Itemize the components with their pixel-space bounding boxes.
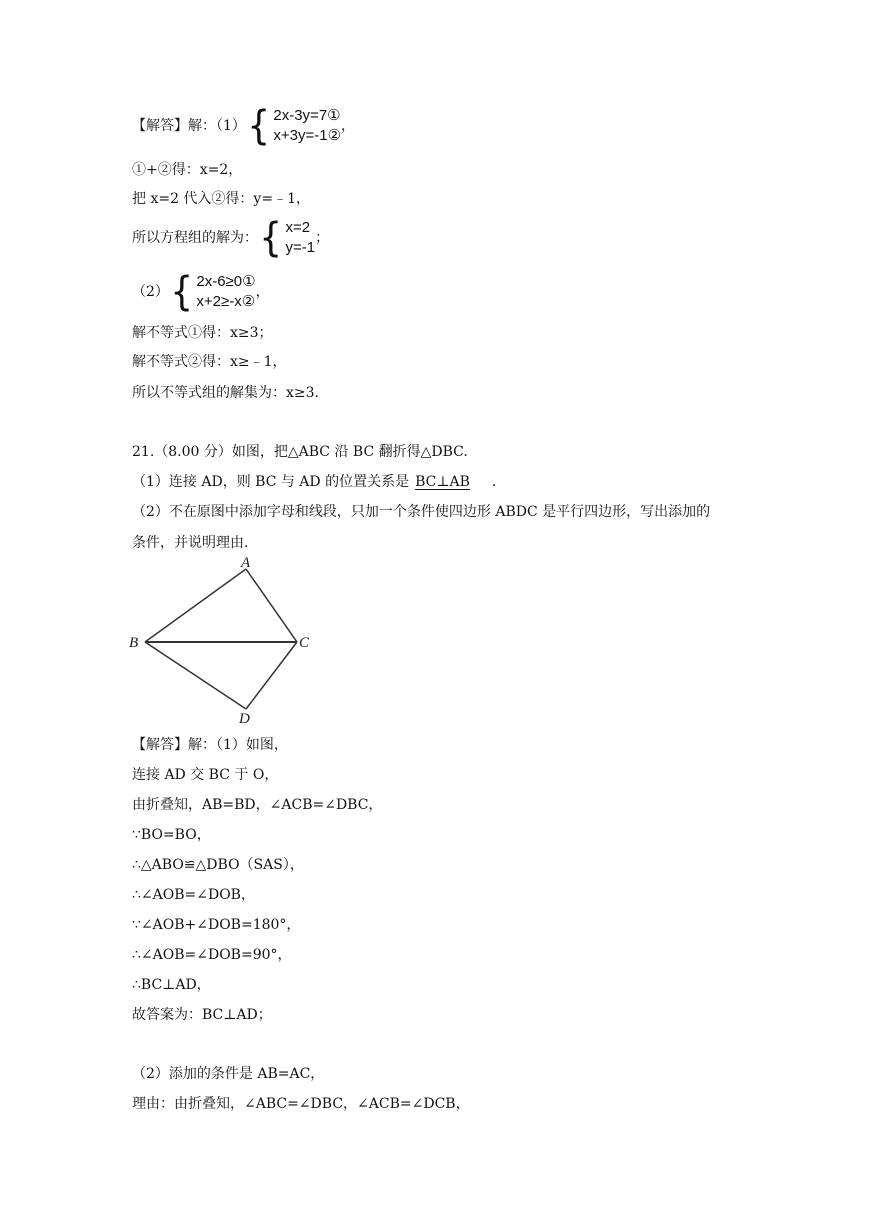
sol21-line10: 故答案为：BC⊥AD； <box>132 1007 272 1023</box>
q21-part2-line1: （2）不在原图中添加字母和线段，只加一个条件使四边形 ABDC 是平行四边形，写出添加的 <box>132 504 711 520</box>
q21-part2-line2: 条件，并说明理由. <box>132 535 249 551</box>
inequality-1: 2x-6≥0① <box>196 273 256 290</box>
vertex-label-a: A <box>241 555 251 571</box>
segment-dc <box>246 642 297 709</box>
sol21-part2-line1: （2）添加的条件是 AB=AC， <box>132 1066 325 1082</box>
sol20-line4 <box>132 215 330 261</box>
sol20-part2-prefix: （2） <box>132 284 169 300</box>
sol21-line7: ∵∠AOB+∠DOB=180°， <box>132 917 301 933</box>
punctuation: ； <box>315 230 330 246</box>
solution-y: y=-1 <box>285 239 316 256</box>
sol20-line4-prefix: 所以方程组的解为： <box>132 230 258 246</box>
solution-system <box>258 215 316 261</box>
q21-part1 <box>132 472 496 492</box>
left-brace-icon: { <box>170 269 194 315</box>
sol21-line8: ∴∠AOB=∠DOB=90°， <box>132 947 292 963</box>
sol20-part1-prefix: 【解答】解：（1） <box>132 118 246 134</box>
solution-x: x=2 <box>285 219 311 236</box>
segment-ba <box>145 569 246 642</box>
sol21-line1: 【解答】解：（1）如图， <box>132 737 288 753</box>
sol21-line5: ∴△ABO≌△DBO（SAS）， <box>132 857 304 873</box>
triangle-figure <box>122 555 322 727</box>
sol20-line6: 解不等式①得：x≥3； <box>132 325 273 341</box>
segment-bd <box>145 642 246 709</box>
vertex-label-d: D <box>239 711 250 727</box>
equation-2: x+3y=-1② <box>273 127 342 144</box>
sol20-part2 <box>132 269 270 315</box>
inequality-2: x+2≥-x② <box>196 293 256 310</box>
sol20-part1 <box>132 103 356 149</box>
sol20-line2: ①+②得：x=2， <box>132 162 243 178</box>
segment-ac <box>246 569 297 642</box>
sol20-line8: 所以不等式组的解集为：x≥3. <box>132 385 319 401</box>
punctuation: ， <box>255 284 270 300</box>
equation-1: 2x-3y=7① <box>273 107 341 124</box>
inequality-system <box>169 269 256 315</box>
vertex-label-c: C <box>299 635 310 651</box>
sol21-part2-line2: 理由：由折叠知，∠ABC=∠DBC，∠ACB=∠DCB， <box>132 1096 470 1112</box>
q21-part1-prefix: （1）连接 AD，则 BC 与 AD 的位置关系是 <box>132 474 410 490</box>
sol20-line7: 解不等式②得：x≥﹣1， <box>132 354 287 370</box>
vertex-label-b: B <box>129 635 139 651</box>
left-brace-icon: { <box>247 103 271 149</box>
q21-title: 21.（8.00 分）如图，把△ABC 沿 BC 翻折得△DBC. <box>132 444 468 460</box>
sol21-line9: ∴BC⊥AD， <box>132 977 211 993</box>
equation-system-1 <box>246 103 342 149</box>
sol21-line2: 连接 AD 交 BC 于 O， <box>132 767 279 783</box>
sol21-line3: 由折叠知，AB=BD，∠ACB=∠DBC， <box>132 797 383 813</box>
sol21-line6: ∴∠AOB=∠DOB， <box>132 887 255 903</box>
punctuation: . <box>491 474 497 490</box>
sol20-line3: 把 x=2 代入②得：y=﹣1， <box>132 191 310 207</box>
q21-part1-answer: BC⊥AB <box>415 474 470 490</box>
punctuation: ， <box>341 118 356 134</box>
left-brace-icon: { <box>259 215 283 261</box>
sol21-line4: ∵BO=BO， <box>132 827 211 843</box>
